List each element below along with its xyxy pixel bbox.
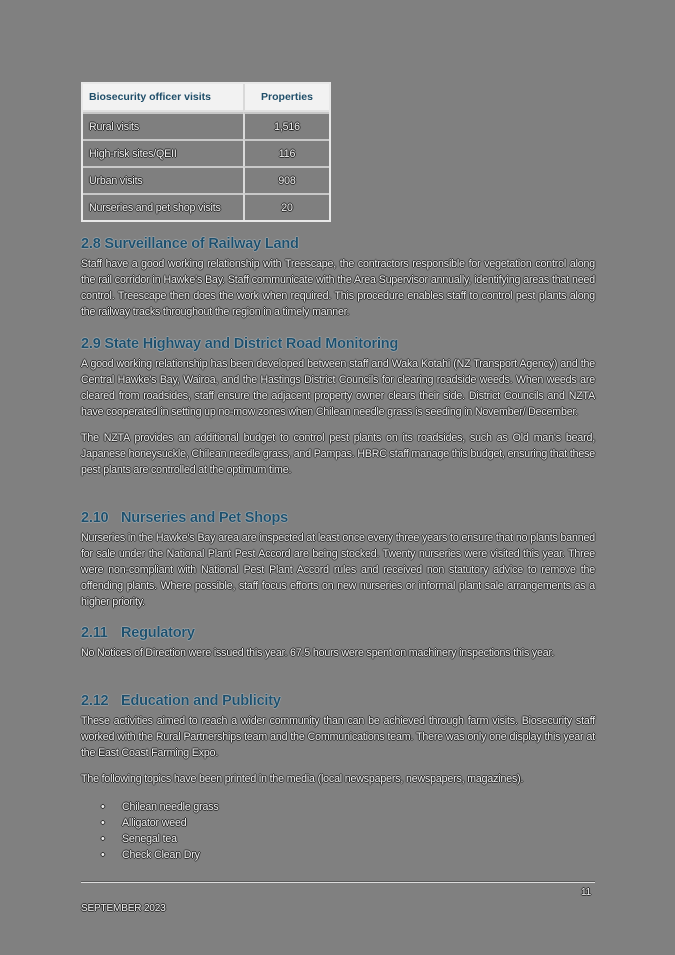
paragraph: The NZTA provides an additional budget to control pest plants on its roadsides, such as Old man's beard, Japanese honeysuckle, Chilean needle grass, and Pampas. HBRC staff manage this budget, ensuring that these pest plants are controlled at the optimum time. [81, 432, 595, 476]
media-topics-list [81, 799, 595, 863]
biosecurity-visits-table [81, 82, 331, 222]
section-railway-land [81, 236, 595, 320]
table-header-row [83, 84, 329, 112]
table-cell-value: 20 [243, 193, 329, 220]
section-heading [81, 625, 595, 641]
section-heading [81, 336, 595, 352]
bullet-icon: • [101, 817, 105, 829]
paragraph: Staff have a good working relationship with Treescape, the contractors responsible for vegetation control along the rail corridor in Hawke's Bay. Staff communicate with the Area Supervisor annually, identifying areas that need control. Treescape then does the work when required. This procedure enables staff to control pest plants along the railway tracks throughout the region in a timely manner. [81, 258, 595, 318]
section-heading [81, 510, 595, 526]
bullet-icon: • [101, 833, 105, 845]
table-cell-value: 1,516 [243, 112, 329, 139]
section-number: 2.9 [81, 336, 101, 352]
section-number: 2.11 [81, 625, 108, 641]
paragraph: The following topics have been printed in the media (local newspapers, newspapers, magazines). [81, 773, 524, 785]
section-road-monitoring [81, 336, 595, 478]
table-cell-label: Nurseries and pet shop visits [83, 193, 243, 220]
section-education-publicity [81, 693, 595, 863]
list-item: • Check Clean Dry [101, 849, 200, 861]
section-title: Regulatory [121, 625, 195, 641]
page-number: 11 [581, 887, 592, 898]
section-title: State Highway and District Road Monitoring [104, 336, 399, 352]
section-heading [81, 236, 595, 252]
section-number: 2.12 [81, 693, 109, 709]
section-nurseries [81, 510, 595, 610]
section-number: 2.8 [81, 236, 101, 252]
paragraph: Nurseries in the Hawke's Bay area are inspected at least once every three years to ensure that no plants banned for sale under the National Plant Pest Accord are being stocked. Twenty nurseries were visited this year. Three were non-compliant with National Pest Plant Accord rules and received non statutory advice to remove the offending plants. Where possible, staff focus efforts on new nurseries or informal plant sale arrangements as a higher priority. [81, 532, 595, 608]
table-row [83, 166, 329, 193]
table-row [83, 193, 329, 220]
bullet-icon: • [101, 801, 105, 813]
bullet-icon: • [101, 849, 105, 861]
section-title: Nurseries and Pet Shops [121, 510, 289, 526]
list-item: • Senegal tea [101, 833, 177, 845]
list-item: • Chilean needle grass [101, 801, 219, 813]
section-heading [81, 693, 595, 709]
table-header-visits: Biosecurity officer visits [83, 84, 243, 112]
table-cell-label: High-risk sites/QEII [83, 139, 243, 166]
list-item: • Alligator weed [101, 817, 187, 829]
table-row [83, 139, 329, 166]
table-cell-label: Rural visits [83, 112, 243, 139]
table-row [83, 112, 329, 139]
footer-date: SEPTEMBER 2023 [81, 903, 166, 914]
section-title: Education and Publicity [121, 693, 281, 709]
document-page [81, 82, 595, 861]
section-title: Surveillance of Railway Land [104, 236, 299, 252]
table-cell-value: 116 [243, 139, 329, 166]
paragraph: A good working relationship has been developed between staff and Waka Kotahi (NZ Transport Agency) and the Central Hawke's Bay, Wairoa, and the Hastings District Councils for clearing roadside weeds. When weeds are cleared from roadsides, staff ensure the adjacent property owner clears their side. District Councils and NZTA have cooperated in setting up no-mow zones when Chilean needle grass is seeding in November/ December. [81, 358, 595, 418]
paragraph: No Notices of Direction were issued this year. 67.5 hours were spent on machinery inspections this year. [81, 647, 555, 659]
table-cell-value: 908 [243, 166, 329, 193]
footer-divider [81, 881, 595, 883]
table-cell-label: Urban visits [83, 166, 243, 193]
paragraph: These activities aimed to reach a wider community than can be achieved through farm visits. Biosecurity staff worked with the Rural Partnerships team and the Communications team. There was only one display this year at the East Coast Farming Expo. [81, 715, 595, 759]
table-header-properties: Properties [243, 84, 329, 112]
section-number: 2.10 [81, 510, 109, 526]
section-regulatory [81, 625, 595, 661]
